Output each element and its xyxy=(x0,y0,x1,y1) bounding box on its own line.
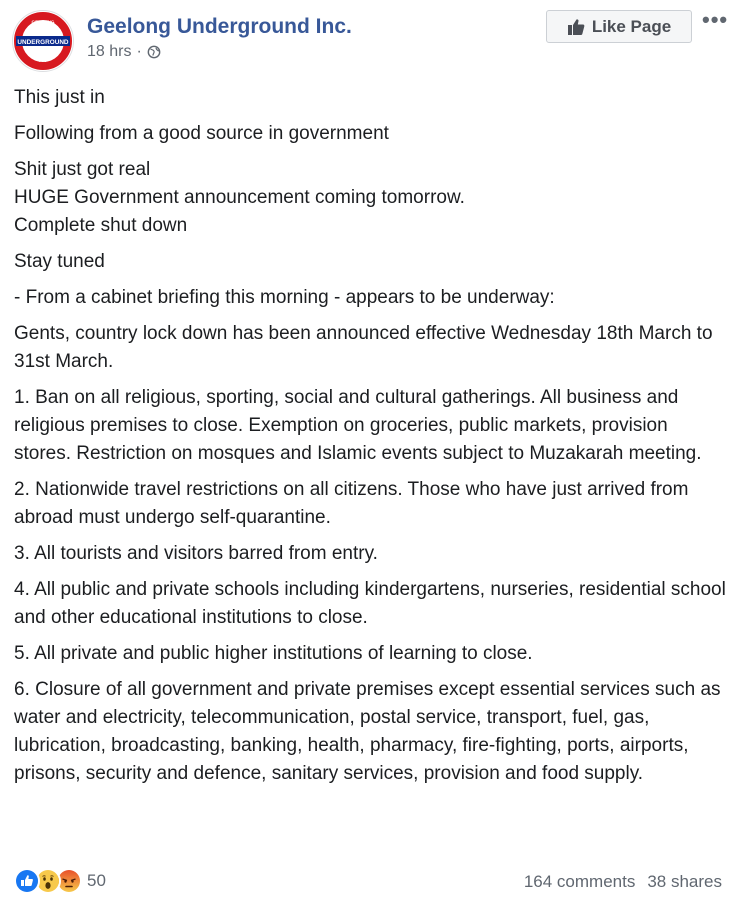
post-paragraph xyxy=(14,284,726,312)
logo-top-text: GEELONG xyxy=(31,19,55,25)
like-page-button[interactable] xyxy=(546,10,692,43)
post-line: 1. Ban on all religious, sporting, social and cultural gatherings. All business and religious premises to close. Exemption on groceries, public markets, provision stores. Restriction on mosques and Islamic events subject to Muzakarah meeting. xyxy=(14,387,702,464)
post-line: HUGE Government announcement coming tomorrow. xyxy=(14,187,465,208)
post-paragraph xyxy=(14,540,726,568)
post-paragraph xyxy=(14,120,726,148)
post-paragraph xyxy=(14,640,726,668)
like-reaction-icon xyxy=(14,868,40,894)
post-paragraph xyxy=(14,156,726,240)
post-meta xyxy=(87,43,161,61)
post-line: 6. Closure of all government and private premises except essential services such as water and electricity, telecommunication, postal service, transport, fuel, gas, lubrication, broadcasting, banking, health, pharmacy, fire-fighting, ports, airports, prisons, security and defence, sanitary services, provision and food supply. xyxy=(14,679,721,784)
meta-separator: · xyxy=(136,43,142,60)
post-paragraph xyxy=(14,384,726,468)
underground-logo-icon xyxy=(13,11,73,71)
reactions-summary[interactable] xyxy=(14,868,106,894)
page-avatar[interactable] xyxy=(12,10,74,72)
post-paragraph xyxy=(14,576,726,632)
thumbs-up-icon xyxy=(567,18,585,36)
post-paragraph xyxy=(14,476,726,532)
post-header xyxy=(12,7,729,72)
post-line: Following from a good source in government xyxy=(14,123,389,144)
more-options-icon[interactable]: ••• xyxy=(702,7,729,32)
post-paragraph xyxy=(14,320,726,376)
post-line: 4. All public and private schools including kindergartens, nurseries, residential school and other educational institutions to close. xyxy=(14,579,726,628)
post-timestamp[interactable]: 18 hrs xyxy=(87,43,132,60)
post-paragraph xyxy=(14,248,726,276)
post-paragraph xyxy=(14,84,726,112)
page-name-link[interactable]: Geelong Underground Inc. xyxy=(87,15,352,38)
post-line: 2. Nationwide travel restrictions on all citizens. Those who have just arrived from abroad must undergo self-quarantine. xyxy=(14,479,689,528)
post-line: This just in xyxy=(14,87,105,108)
comments-count-link[interactable]: 164 comments xyxy=(523,872,636,891)
like-page-label: Like Page xyxy=(591,16,672,36)
post-line: Stay tuned xyxy=(14,251,105,272)
post-line: Shit just got real xyxy=(14,159,151,180)
post-footer xyxy=(14,866,722,900)
post-line: 5. All private and public higher institutions of learning to close. xyxy=(14,643,533,664)
shares-count-link[interactable]: 38 shares xyxy=(647,872,722,891)
post-line: Complete shut down xyxy=(14,215,188,236)
globe-icon[interactable] xyxy=(147,45,161,59)
reaction-count: 50 xyxy=(87,871,106,890)
post-line: 3. All tourists and visitors barred from entry. xyxy=(14,543,378,564)
post-line: - From a cabinet briefing this morning - appears to be underway: xyxy=(14,287,555,308)
post-line: Gents, country lock down has been announced effective Wednesday 18th March to 31st March. xyxy=(14,323,713,372)
logo-bottom-text: INC xyxy=(39,58,47,63)
engagement-counts xyxy=(524,872,722,892)
logo-band-text: UNDERGROUND xyxy=(17,39,69,46)
post-text xyxy=(14,84,726,796)
post-paragraph xyxy=(14,676,726,788)
